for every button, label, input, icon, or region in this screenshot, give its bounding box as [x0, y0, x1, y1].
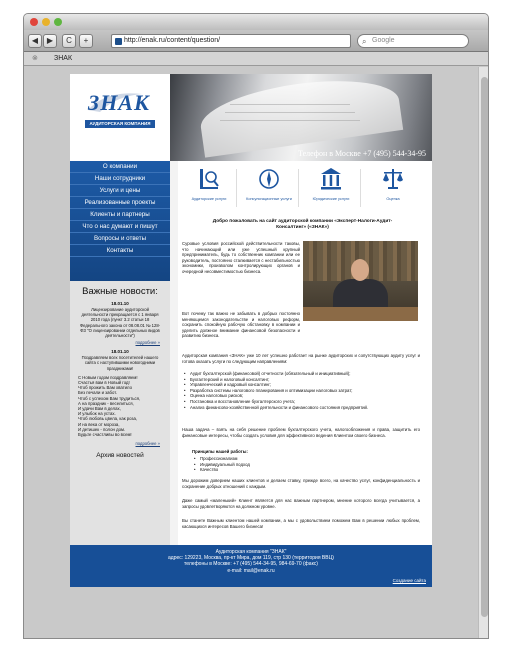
news-archive-link[interactable]: Архив новостей: [96, 452, 144, 460]
footer-email[interactable]: e-mail: mail@enak.ru: [227, 567, 275, 574]
services-list: [182, 371, 420, 410]
vertical-scrollbar[interactable]: [478, 67, 489, 639]
close-tab-icon[interactable]: ⊗: [32, 55, 38, 62]
menu-item-staff[interactable]: Наши сотрудники: [70, 173, 170, 185]
news-text: Лицензирование аудиторской деятельности прекращается с 1 января 2010 года (пункт 3.2 статьи 18 Федерального закона от 08.08.01 № 128-ФЗ "О лицензировании отдельных видов деятельности"): [79, 307, 161, 339]
tab-title: ЗНАК: [54, 55, 73, 62]
content-gutter: [170, 161, 178, 545]
list-item: • Оценка налоговых рисков;: [182, 393, 420, 399]
intro-paragraph: Суровые условия российской действительности таковы, что начинающий или уже успешный крупный предприниматель, будь то собственник компании или ее руководитель, постоянно сталкивается с нестабильностью экономики, произволом контролирующих органов и очередной несовместимостью бизнеса.: [182, 241, 300, 274]
list-item: • Качество: [192, 467, 382, 473]
search-placeholder: Google: [372, 37, 395, 44]
service-legal[interactable]: [308, 167, 354, 211]
footer-company: Аудиторская компания "ЗНАК": [215, 549, 287, 555]
news-more-link[interactable]: подробнее »: [135, 340, 160, 346]
service-label: Консультационные услуги: [246, 197, 292, 201]
main-content: [170, 161, 432, 545]
tab-enak[interactable]: [24, 52, 488, 66]
tab-bar: [24, 52, 488, 66]
news-panel: [70, 281, 170, 545]
list-item: • Профессионализм: [192, 456, 382, 462]
site-credit-link[interactable]: Создание сайта: [392, 578, 426, 583]
poem-line: Будьте счастливы во всем!: [78, 432, 132, 438]
magnifier-icon: [198, 167, 220, 191]
browser-toolbar: [24, 30, 488, 52]
add-bookmark-button[interactable]: +: [79, 34, 93, 48]
news-text: Поздравляем всех посетителей нашего сайта с наступившими новогодними праздниками!: [81, 355, 159, 371]
poem-line: И детишек - полон дом.: [78, 426, 126, 432]
director-photo: [303, 241, 418, 321]
services-intro: Аудиторская компания «ЗНАК» уже 10 лет успешно работает на рынке аудиторских и сопутствующих аудиту услуг и готова оказать услуги по следующим направлениям:: [182, 353, 420, 364]
title-bar: [24, 14, 488, 30]
poem-line: Чтоб с успехом Вам трудиться,: [78, 395, 141, 401]
principles-list: [182, 456, 382, 473]
news-more-link[interactable]: подробнее »: [135, 441, 160, 447]
search-icon: ⌕: [362, 37, 367, 46]
service-label: Оценка: [386, 197, 400, 201]
poem-line: Счастья вам в Новый год!: [78, 380, 130, 386]
service-valuation[interactable]: [370, 167, 416, 211]
logo[interactable]: [70, 74, 170, 161]
menu-item-about[interactable]: О компании: [70, 161, 170, 173]
menu-item-projects[interactable]: Реализованные проекты: [70, 197, 170, 209]
main-menu: [70, 161, 170, 281]
header-photo: [170, 74, 432, 161]
news-date: 18.01.10: [111, 301, 129, 306]
list-item: • Бухгалтерский и налоговый консалтинг;: [182, 377, 420, 383]
welcome-heading: Добро пожаловать на сайт аудиторской компании «Эксперт-Налоги-Аудит-Консалтинг» («ЗНАК»): [212, 219, 393, 230]
list-item: • Постановка и восстановление бухгалтерского учета;: [182, 399, 420, 405]
poem-line: И улыбок на устах.: [78, 411, 116, 417]
poem-line: И на века от мороза,: [78, 421, 120, 427]
poem-line: А на праздник - веселиться,: [78, 400, 134, 406]
reload-button[interactable]: C: [62, 34, 76, 48]
service-audit[interactable]: [186, 167, 232, 211]
logo-subtitle: АУДИТОРСКАЯ КОМПАНИЯ: [85, 120, 155, 128]
menu-item-reviews[interactable]: Что о нас думают и пишут: [70, 221, 170, 233]
service-label: Аудиторские услуги: [191, 197, 227, 201]
left-column: [70, 161, 170, 545]
footer-info: [70, 549, 432, 574]
list-item: • Анализ финансово-хозяйственной деятельности и финансового состояния предприятий.: [182, 405, 420, 411]
url-text: http://enak.ru/content/question/: [124, 37, 221, 44]
address-bar[interactable]: [111, 34, 351, 48]
zoom-window-button[interactable]: [54, 18, 62, 26]
favicon-icon: [115, 38, 122, 45]
list-item: • Разработка системы налогового планирования и оптимизации налоговых затрат;: [182, 388, 420, 394]
search-field[interactable]: [357, 34, 469, 48]
poem-line: Чтоб прожить Вам хватило: [78, 385, 132, 391]
news-title: Важные новости:: [82, 286, 158, 297]
scrollbar-thumb[interactable]: [481, 77, 488, 617]
forward-button[interactable]: ▶: [43, 34, 57, 48]
menu-item-services[interactable]: Услуги и цены: [70, 185, 170, 197]
site-footer: [70, 545, 432, 587]
client-paragraph: Даже самый «маленький» Клиент является для нас важным партнером, мнение которого всегда учитывается, а запросы удовлетворяются на должном уровне.: [182, 498, 420, 509]
minimize-window-button[interactable]: [42, 18, 50, 26]
poem-line: Чтоб любовь цвела, как роза,: [78, 416, 138, 422]
page-viewport: [24, 67, 489, 639]
trust-paragraph: Мы дорожим доверием наших клиентов и делаем ставку, прежде всего, на качество услуг, конфиденциальность и сохранение добрых отношений с каждым.: [182, 478, 420, 489]
scales-icon: [382, 167, 404, 191]
list-item: • Аудит бухгалтерской (финансовой) отчетности (обязательный и инициативный);: [182, 371, 420, 377]
footer-address: адрес: 129223, Москва, пр-кт Мира, дом 119, стр 130 (территория ВВЦ): [168, 555, 334, 562]
principles-title: Принципы нашей работы:: [192, 449, 248, 454]
service-label: Юридические услуги: [312, 197, 350, 201]
site-page: [70, 74, 432, 583]
compass-icon: [258, 167, 280, 191]
task-paragraph: Наша задача – взять на себя решение проблем бухгалтерского учета, налогообложения и права, защитить его финансовые интересы, чтобы создать условия для эффективного ведения Клиентом своего бизнеса.: [182, 427, 420, 438]
list-item: • Управленческий и кадровый консалтинг;: [182, 382, 420, 388]
columns-icon: [320, 167, 342, 191]
service-consulting[interactable]: [246, 167, 292, 211]
back-button[interactable]: ◀: [28, 34, 42, 48]
closing-paragraph: Вы станете Важным клиентом нашей компании, а мы с удовольствием поможем Вам в решении любых проблем, касающихся интересов Вашего бизнеса!: [182, 518, 420, 529]
header-phone: Телефон в Москве +7 (495) 544-34-95: [297, 149, 426, 158]
poem-line: С Новым годом поздравляем!: [78, 374, 138, 380]
poem-line: И удачи Вам в делах,: [78, 406, 121, 412]
poem-line: Без печали и забот.: [78, 390, 117, 396]
menu-item-contacts[interactable]: Контакты: [70, 245, 170, 257]
close-window-button[interactable]: [30, 18, 38, 26]
menu-item-clients[interactable]: Клиенты и партнеры: [70, 209, 170, 221]
browser-window: [23, 13, 489, 639]
menu-item-faq[interactable]: Вопросы и ответы: [70, 233, 170, 245]
footer-phones: телефоны в Москве: +7 (495) 544-34-95, 984-69-70 (факс): [184, 561, 318, 568]
intro-paragraph-2: Вот почему так важно не забывать в добрых постоянно меняющемся законодательстве и налоговых реформ, сохранить спокойную рабочую обстановку в компании и уделить должное внимание финансовой безопасности и развитию бизнеса.: [182, 311, 300, 339]
news-poem: [70, 372, 170, 440]
news-date: 18.01.10: [111, 349, 129, 355]
logo-word: ЗНАК: [88, 90, 150, 115]
services-row: [182, 167, 428, 211]
list-item: • Индивидуальный подход: [192, 462, 382, 468]
site-header: [70, 74, 432, 161]
